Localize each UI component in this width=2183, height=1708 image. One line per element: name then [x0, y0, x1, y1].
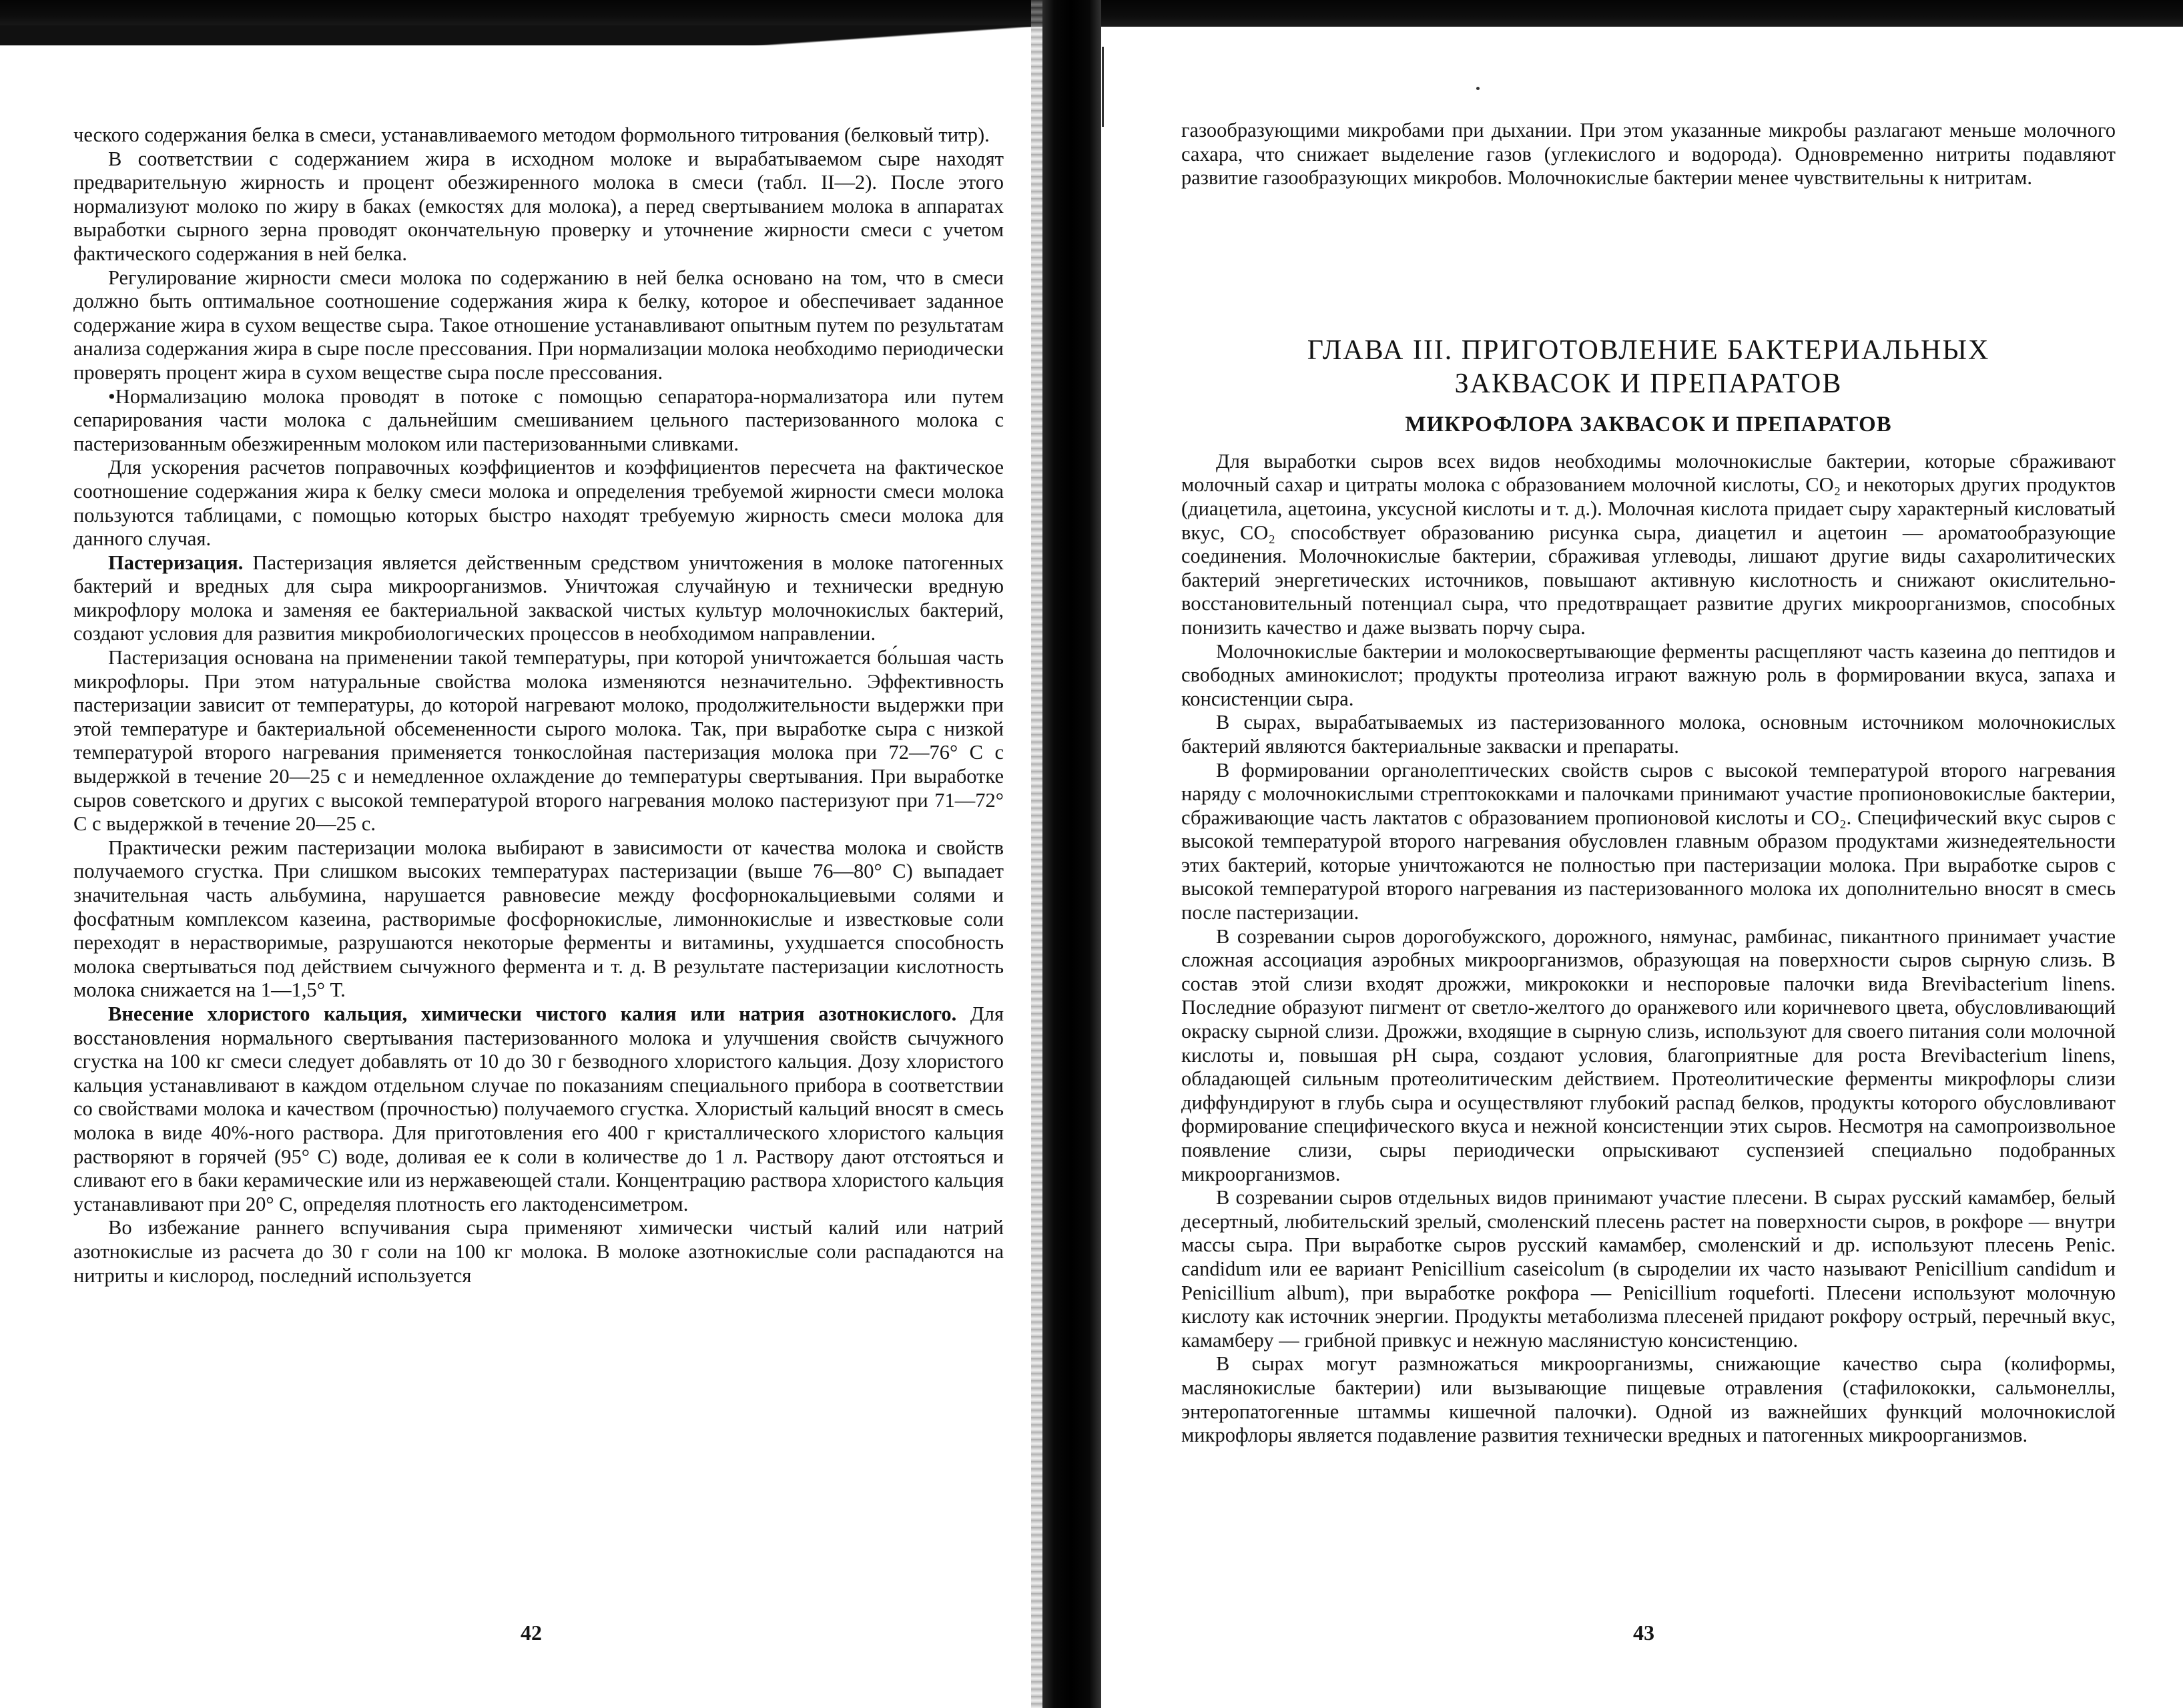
paragraph: ческого содержания белка в смеси, устанавливаемого методом формольного титрования (белковый титр). — [73, 123, 990, 146]
gutter-mark — [1102, 47, 1104, 127]
paragraph: Молочнокислые бактерии и молокосвертывающие ферменты расщепляют часть казеина до пептидов и свободных аминокислот; продукты протеолиза играют важную роль в формировании вкуса, запаха и консистенции сыра. — [1181, 639, 2116, 710]
paragraph: В формировании органолептических свойств сыров с высокой температурой второго нагревания наряду с молочнокислыми стрептококками и палочками принимают участие пропионовокислые бактерии, сбраживающие часть лактатов с образованием пропионовой кислоты и CO₂. Специфический вкус сыров с высокой температурой второго нагревания обусловлен главным образом продуктами жизнедеятельности этих бактерий, которые уничтожаются не полностью при пастеризации молока. При выработке сыров с высокой температурой второго нагревания из пастеризованного молока их дополнительно вносят в смесь после пастеризации. — [1181, 758, 2116, 924]
run-in-heading: Пастеризация. — [108, 551, 244, 574]
paragraph: •Нормализацию молока проводят в потоке с помощью сепаратора-нормализатора или путем сепарирования части молока с дальнейшим смешиванием цельного пастеризованного молока с пастеризованным обезжиренным молоком или пастеризованными сливками. — [73, 384, 1004, 455]
paragraph: Для выработки сыров всех видов необходимы молочнокислые бактерии, которые сбраживают молочный сахар и цитраты молока с образованием молочной кислоты, CO₂ и некоторых других продуктов (диацетила, ацетоина, уксусной кислоты и т. д.). Молочная кислота придает сыру характерный кисловатый вкус, CO₂ способствует образованию рисунка сыра, диацетил и ацетоин — ароматообразующие соединения. Молочнокислые бактерии, сбраживая углеводы, лишают другие виды сахаролитических бактерий энергетических источников, повышают активную кислотность и снижают окислительно-восстановительный потенциал сыра, что предотвращает развитие других микроорганизмов, способных понизить качество и даже вызвать порчу сыра. — [1181, 449, 2116, 639]
left-page — [73, 123, 1004, 1288]
paragraph: Пастеризация основана на применении такой температуры, при которой уничтожается бо́льшая часть микрофлоры. При этом натуральные свойства молока изменяются незначительно. Эффективность пастеризации зависит от температуры, до которой нагревают молоко, продолжительности выдержки при этой температуре и бактериальной обсемененности сырого молока. Так, при выработке сыра с низкой температурой второго нагревания применяется тонкослойная пастеризация молока при 72—76° С с выдержкой в течение 20—25 с и немедленное охлаждение до температуры свертывания. При выработке сыров советского и других с высокой температурой второго нагревания молоко пастеризуют при 71—72° С с выдержкой в течение 20—25 с. — [73, 646, 1004, 836]
run-in-heading: Внесение хлористого кальция, химически чистого калия или натрия азотнокислого. — [108, 1002, 957, 1025]
paragraph: В сырах, вырабатываемых из пастеризованного молока, основным источником молочнокислых бактерий являются бактериальные закваски и препараты. — [1181, 711, 2116, 758]
ink-dot — [1476, 87, 1480, 90]
paragraph: Во избежание раннего вспучивания сыра применяют химически чистый калий или натрий азотнокислые из расчета до 30 г соли на 100 кг молока. В молоке азотнокислые соли распадаются на нитриты и кислород, последний используется — [73, 1216, 1004, 1287]
paragraph: газообразующими микробами при дыхании. При этом указанные микробы разлагают меньше молочного сахара, что снижает выделение газов (углекислого и водорода). Одновременно нитриты подавляют развитие газообразующих микробов. Молочнокислые бактерии менее чувствительны к нитритам. — [1181, 119, 2116, 190]
paragraph-pasteurization — [73, 551, 1004, 646]
page-number-right: 43 — [1633, 1621, 1654, 1645]
chapter-title-line-1: ГЛАВА III. ПРИГОТОВЛЕНИЕ БАКТЕРИАЛЬНЫХ — [1307, 334, 1990, 366]
chapter-title-line-2: ЗАКВАСОК И ПРЕПАРАТОВ — [1454, 368, 1843, 399]
page-number-left: 42 — [521, 1621, 542, 1645]
paragraph-body: Для восстановления нормального свертывания пастеризованного молока и улучшения свойств сычужного сгустка на 100 кг смеси следует добавлять от 10 до 30 г безводного хлористого кальция. Дозу хлористого кальция устанавливают в каждом отдельном случае по показаниям специального прибора в соответствии со свойствами молока и качеством (прочностью) получаемого сгустка. Хлористый кальций вносят в смесь молока в виде 40%-ного раствора. Для приготовления его 400 г кристаллического хлористого кальция растворяют в горячей (95° С) воде, доливая ее к соли в количестве до 1 л. Раствору дают отстояться и сливают его в баки керамические или из нержавеющей стали. Концентрацию раствора хлористого кальция устанавливают при 20° С, определяя плотность его лактоденсиметром. — [73, 1002, 1004, 1215]
section-title: МИКРОФЛОРА ЗАКВАСОК И ПРЕПАРАТОВ — [1405, 412, 1892, 437]
paragraph: В созревании сыров отдельных видов принимают участие плесени. В сырах русский камамбер, белый десертный, любительский зрелый, смоленский плесень растет на поверхности сыров, в рокфоре — внутри массы сыра. При выработке сыров русский камамбер, смоленский и др. используют плесень Penic. candidum или ее вариант Penicillium caseicolum (в сыроделии их часто называют Penicillium candidum и Penicillium album), при выработке рокфора — Penicillium roqueforti. Плесени используют молочную кислоту как источник энергии. Продукты метаболизма плесеней придают рокфору острый, перечный вкус, камамберу — грибной привкус и нежную маслянистую консистенцию. — [1181, 1186, 2116, 1352]
right-page — [1181, 119, 2116, 1448]
chapter-title — [1181, 334, 2116, 400]
paragraph-calcium-chloride — [73, 1003, 1004, 1216]
paragraph: В созревании сыров дорогобужского, дорожного, нямунас, рамбинас, пикантного принимает участие сложная ассоциация аэробных микроорганизмов, образующая на поверхности сыров сырную слизь. В состав этой слизи входят дрожжи, микрококки и неспоровые палочки вида Brevibacterium linens. Последние образуют пигмент от светло-желтого до оранжевого или коричневого цвета, обусловливающий окраску сырной слизи. Дрожжи, входящие в сырную слизь, используют для своего питания соли молочной кислоты и, повышая pH сыра, создают условия, благоприятные для роста Brevibacterium linens, обладающей сильным протеолитическим действием. Протеолитические ферменты микрофлоры слизи диффундируют в глубь сыра и осуществляют глубокий распад белков, продукты которого обусловливают формирование специфического вкуса и нежной консистенции этих сыров. Несмотря на самопроизвольное появление слизи, сыры периодически опрыскивают суспензией специально подобранных микроорганизмов. — [1181, 924, 2116, 1185]
book-gutter-shadow — [1042, 0, 1101, 1708]
paragraph: В сырах могут размножаться микроорганизмы, снижающие качество сыра (колиформы, маслянокислые бактерии) или вызывающие пищевые отравления (стафилококки, сальмонеллы, энтеропатогенные штаммы кишечной палочки). Одной из важнейших функций молочнокислой микрофлоры является подавление развития технически вредных и патогенных микроорганизмов. — [1181, 1352, 2116, 1447]
paragraph: Регулирование жирности смеси молока по содержанию в ней белка основано на том, что в смеси должно быть оптимальное соотношение содержания жира к белку, которое и обеспечивает заданное содержание жира в сухом веществе сыра. Такое отношение устанавливают опытным путем по результатам анализа содержания жира в сыре после прессования. При нормализации молока необходимо периодически проверять процент жира в сухом веществе сыра после прессования. — [73, 266, 1004, 384]
paragraph: Для ускорения расчетов поправочных коэффициентов и коэффициентов пересчета на фактическое соотношение содержания жира к белку смеси молока и определения требуемой жирности смеси молока пользуются таблицами, с помощью которых быстро находят требуемую жирность смеси молока для данного случая. — [73, 456, 1004, 551]
paragraph-body: Пастеризация является действенным средством уничтожения в молоке патогенных бактерий и вредных для сыра микроорганизмов. Уничтожая случайную и технически вредную микрофлору молока и заменяя ее бактериальной закваской чистых культур молочнокислых бактерий, создают условия для развития микробиологических процессов в необходимом направлении. — [73, 551, 1004, 645]
paragraph: Практически режим пастеризации молока выбирают в зависимости от качества молока и свойств получаемого сгустка. При слишком высоких температурах пастеризации (выше 76—80° С) выпадает значительная часть альбумина, нарушается равновесие между фосфорнокальциевыми солями и фосфатным комплексом казеина, растворимые фосфорнокислые, лимоннокислые и известковые соли переходят в нерастворимые, разрушаются некоторые ферменты и витамины, ухудшается способность молока свертываться под действием сычужного фермента и т. д. В результате пастеризации кислотность молока снижается на 1—1,5° Т. — [73, 836, 1004, 1002]
paragraph: В соответствии с содержанием жира в исходном молоке и вырабатываемом сыре находят предварительную жирность и процент обезжиренного молока в смеси (табл. II—2). После этого нормализуют молоко по жиру в баках (емкостях для молока), а перед свертыванием молока в аппаратах выработки сырного зерна проводят окончательную проверку и уточнение жирности смеси с учетом фактического содержания в ней белка. — [73, 147, 1004, 265]
